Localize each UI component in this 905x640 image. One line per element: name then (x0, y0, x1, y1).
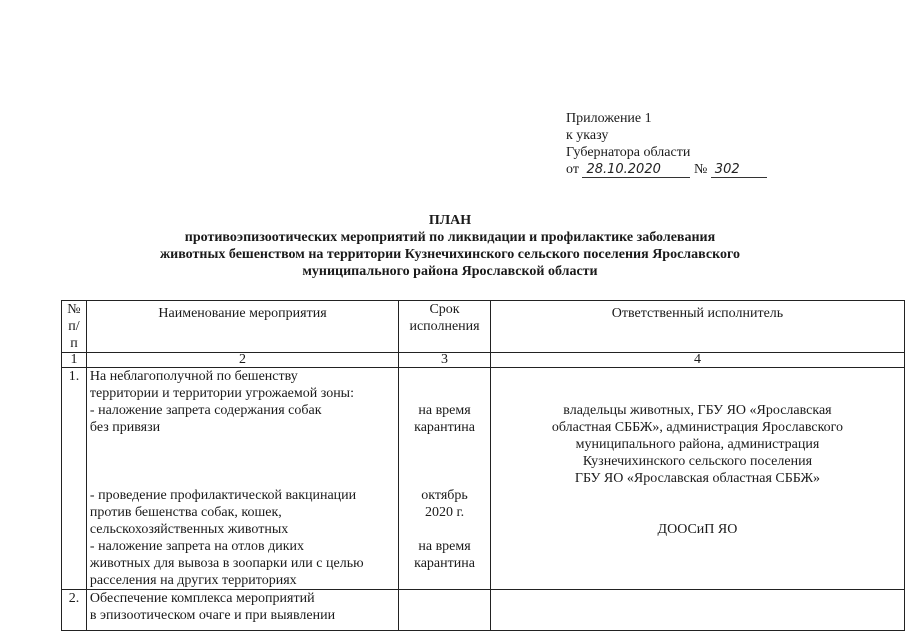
from-label: от (566, 162, 579, 177)
appendix-date-line (566, 161, 767, 178)
title-line-1: ПЛАН (428, 213, 472, 228)
row-1-responsible (490, 368, 904, 590)
row-1-num: 1. (62, 368, 87, 590)
spacer (402, 470, 487, 487)
row-2-responsible (490, 590, 904, 631)
title-line-2: противоэпизоотических мероприятий по ликвидации и профилактике заболевания (184, 230, 716, 245)
appendix-note (566, 110, 767, 178)
header-name: Наименование мероприятия (86, 301, 398, 353)
title-line-4: муниципального района Ярославской области (302, 264, 598, 279)
title-line-3: животных бешенством на территории Кузнечихинского сельского поселения Ярославского (160, 247, 740, 262)
spacer (494, 504, 901, 521)
column-number-row (62, 353, 905, 368)
header-term-line-2: исполнения (409, 319, 480, 334)
row-2-name (86, 590, 398, 631)
document-title (100, 212, 800, 280)
appendix-line-2: к указу (566, 128, 609, 143)
col-number-3: 3 (399, 353, 491, 368)
row-1-term-line: карантина (414, 556, 475, 571)
row-2-name-line: в эпизоотическом очаге и при выявлении (89, 608, 336, 623)
row-1-resp-line: областная СББЖ», администрация Ярославского (551, 420, 844, 435)
header-term-line-1: Срок (429, 302, 460, 317)
col-number-1: 1 (62, 353, 87, 368)
spacer (494, 487, 901, 504)
header-num-line-2: п/п (68, 319, 80, 351)
row-1-name-line: без привязи (89, 420, 161, 435)
row-1-name-line: сельскохозяйственных животных (89, 522, 289, 537)
row-1-name-line: территории и территории угрожаемой зоны: (89, 386, 354, 401)
spacer (402, 368, 487, 385)
header-responsible: Ответственный исполнитель (490, 301, 904, 353)
handwritten-number: 302 (711, 162, 767, 178)
spacer (402, 521, 487, 538)
row-1-term-line: карантина (414, 420, 475, 435)
spacer (90, 470, 395, 487)
plan-table (61, 300, 905, 631)
row-1-resp-line: владельцы животных, ГБУ ЯО «Ярославская (563, 403, 832, 418)
row-1-resp-line: ГБУ ЯО «Ярославская областная СББЖ» (574, 471, 821, 486)
row-1-resp-line: Кузнечихинского сельского поселения (582, 454, 813, 469)
row-1-resp-line: муниципального района, администрация (575, 437, 820, 452)
row-1-name-line: На неблагополучной по бешенству (89, 369, 298, 384)
row-1-name (86, 368, 398, 590)
table-row (62, 590, 905, 631)
header-num (62, 301, 87, 353)
row-1-name-line: - проведение профилактической вакцинации (89, 488, 357, 503)
row-2-num: 2. (62, 590, 87, 631)
handwritten-date: 28.10.2020 (582, 162, 690, 178)
spacer (402, 436, 487, 453)
row-1-name-line: - наложение запрета на отлов диких (89, 539, 305, 554)
appendix-line-3: Губернатора области (566, 145, 691, 160)
spacer (402, 453, 487, 470)
table-header-row (62, 301, 905, 353)
spacer (494, 368, 901, 385)
col-number-4: 4 (490, 353, 904, 368)
header-num-line-1: № (67, 302, 81, 317)
row-1-term (399, 368, 491, 590)
row-1-term-line: на время (418, 539, 471, 554)
row-1-term-line: на время (418, 403, 471, 418)
row-1-name-line: - наложение запрета содержания собак (89, 403, 322, 418)
spacer (402, 385, 487, 402)
spacer (494, 385, 901, 402)
number-label: № (693, 162, 708, 177)
row-1-name-line: против бешенства собак, кошек, (89, 505, 282, 520)
spacer (90, 436, 395, 453)
appendix-line-1: Приложение 1 (566, 111, 652, 126)
table-row (62, 368, 905, 590)
col-number-2: 2 (86, 353, 398, 368)
header-term (399, 301, 491, 353)
row-1-resp-line: ДООСиП ЯО (657, 522, 738, 537)
spacer (90, 453, 395, 470)
row-1-term-line: 2020 г. (424, 505, 465, 520)
row-2-term (399, 590, 491, 631)
row-1-name-line: животных для вывоза в зоопарки или с целью (89, 556, 364, 571)
row-1-name-line: расселения на других территориях (89, 573, 297, 588)
row-1-term-line: октябрь (421, 488, 468, 503)
row-2-name-line: Обеспечение комплекса мероприятий (89, 591, 315, 606)
